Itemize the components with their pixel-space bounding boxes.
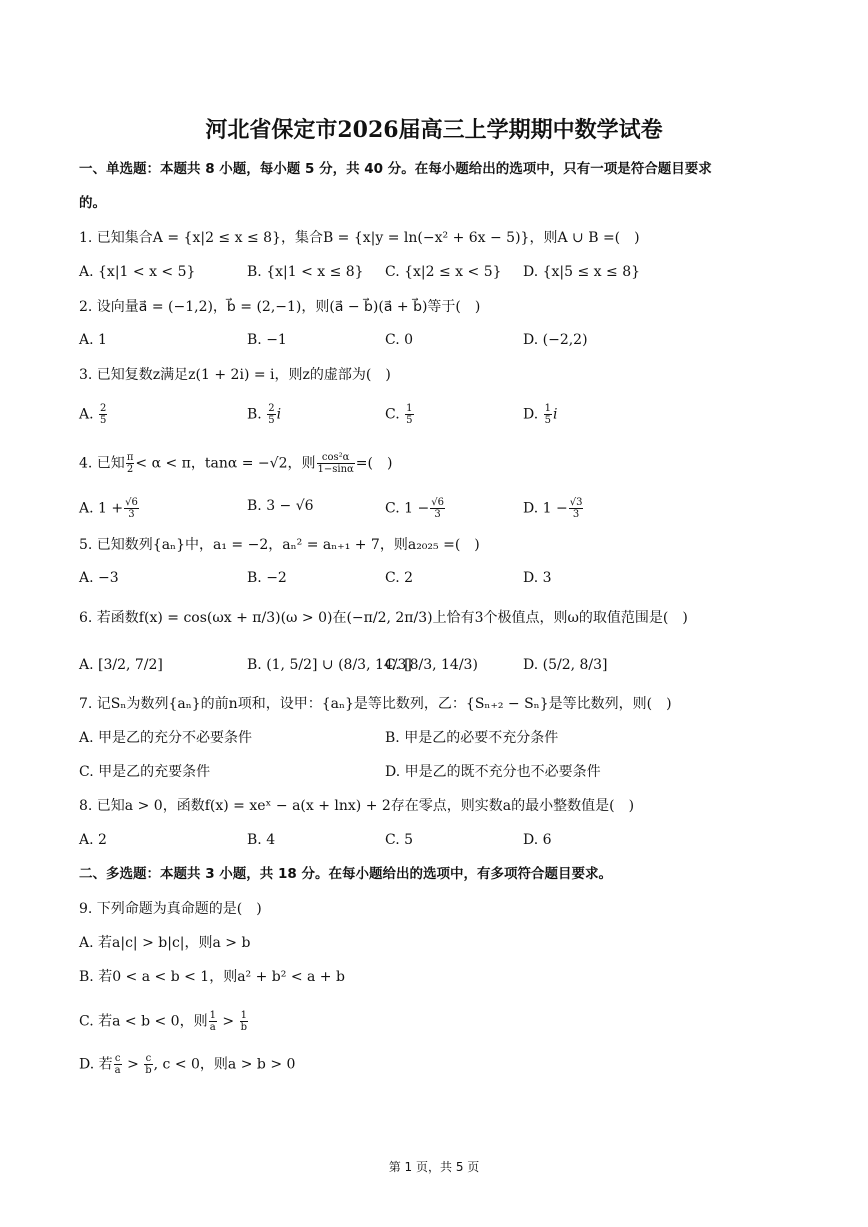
fraction: $\frac{1}{b}$: [240, 1010, 248, 1033]
q2-option-d: D. (−2,2): [523, 332, 588, 348]
fraction: $\frac{\pi}{2}$: [126, 452, 134, 475]
q7-option-a: A. 甲是乙的充分不必要条件: [79, 730, 253, 746]
q7-option-b: B. 甲是乙的必要不充分条件: [385, 730, 559, 746]
q1-option-d: D. {x|5 ≤ x ≤ 8}: [523, 264, 641, 280]
q6-option-a: A. [3/2, 7/2]: [79, 657, 163, 673]
q3-option-a: A. $\frac{2}{5}$: [79, 403, 107, 426]
fraction: $\frac{1}{5}$: [544, 403, 552, 426]
fraction: $\frac{c}{a}$: [114, 1053, 121, 1076]
q8-option-b: B. 4: [247, 832, 276, 848]
q9-option-b: B. 若0 < a < b < 1，则a² + b² < a + b: [79, 969, 345, 985]
q3-option-b: B. $\frac{2}{5}$ i: [247, 403, 282, 426]
q4-option-a: A. 1 + $\frac{√6}{3}$: [79, 497, 138, 520]
q4-stem: 4. 已知 $\frac{\pi}{2}$ < α < π，tanα = −√2，则 $\frac{\text{cos²α}}{1-\sin\alpha}$ =( ): [79, 452, 393, 475]
section2-header: 二、多选题：本题共 3 小题，共 18 分。在每小题给出的选项中，有多项符合题目要求。: [79, 866, 612, 882]
q6-option-b: B. (1, 5/2] ∪ (8/3, 14/3]: [247, 657, 412, 673]
fraction: $\frac{1}{5}$: [406, 403, 413, 426]
q7-option-d: D. 甲是乙的既不充分也不必要条件: [385, 764, 601, 780]
q5-option-c: C. 2: [385, 570, 414, 586]
fraction: $\frac{√6}{3}$: [431, 497, 444, 520]
q8-option-c: C. 5: [385, 832, 414, 848]
fraction: $\frac{\text{cos²α}}{1-\sin\alpha}$: [317, 452, 354, 475]
q5-stem: 5. 已知数列{aₙ}中，a₁ = −2，aₙ² = aₙ₊₁ + 7，则a₂₀₂₅ =( ): [79, 537, 480, 553]
q9-option-d: D. 若 $\frac{c}{a}$ > $\frac{c}{b}$ , c < 0，则a > b > 0: [79, 1053, 296, 1076]
q6-option-c: C. [8/3, 14/3): [385, 657, 478, 673]
section1-header: 一、单选题：本题共 8 小题，每小题 5 分，共 40 分。在每小题给出的选项中，只有一项是符合题目要求: [79, 161, 712, 177]
q7-stem: 7. 记Sₙ为数列{aₙ}的前n项和，设甲：{aₙ}是等比数列，乙：{Sₙ₊₂ − Sₙ}是等比数列，则( ): [79, 696, 672, 712]
q6-option-d: D. (5/2, 8/3]: [523, 657, 608, 673]
q9-option-a: A. 若a|c| > b|c|，则a > b: [79, 935, 251, 951]
q8-option-a: A. 2: [79, 832, 107, 848]
q3-option-c: C. $\frac{1}{5}$: [385, 403, 413, 426]
fraction: $\frac{√6}{3}$: [125, 497, 138, 520]
q4-option-d: D. 1 − $\frac{√3}{3}$: [523, 497, 583, 520]
q8-option-d: D. 6: [523, 832, 552, 848]
fraction: $\frac{1}{a}$: [209, 1010, 216, 1033]
q1-option-b: B. {x|1 < x ≤ 8}: [247, 264, 364, 280]
q6-stem: 6. 若函数f(x) = cos(ωx + π/3)(ω > 0)在(−π/2, 2π/3)上恰有3个极值点，则ω的取值范围是( ): [79, 610, 688, 626]
fraction: $\frac{√3}{3}$: [569, 497, 583, 520]
q3-stem: 3. 已知复数z满足z(1 + 2i) = i，则z的虚部为( ): [79, 367, 391, 383]
q1-option-a: A. {x|1 < x < 5}: [79, 264, 196, 280]
q1-stem: 1. 已知集合A = {x|2 ≤ x ≤ 8}，集合B = {x|y = ln(−x² + 6x − 5)}，则A ∪ B =( ): [79, 230, 640, 246]
q8-stem: 8. 已知a > 0，函数f(x) = xeˣ − a(x + lnx) + 2存在零点，则实数a的最小整数值是( ): [79, 798, 635, 814]
q5-option-b: B. −2: [247, 570, 287, 586]
q5-option-a: A. −3: [79, 570, 119, 586]
q2-option-c: C. 0: [385, 332, 414, 348]
q9-stem: 9. 下列命题为真命题的是( ): [79, 901, 262, 917]
q3-option-d: D. $\frac{1}{5}$ i: [523, 403, 558, 426]
q4-option-b: B. 3 − √6: [247, 498, 314, 514]
q2-option-b: B. −1: [247, 332, 287, 348]
page-title: 河北省保定市2026届高三上学期期中数学试卷: [205, 117, 663, 143]
q4-option-c: C. 1 − $\frac{√6}{3}$: [385, 497, 444, 520]
q1-option-c: C. {x|2 ≤ x < 5}: [385, 264, 502, 280]
section1-header-cont: 的。: [79, 195, 106, 211]
q2-stem: 2. 设向量a⃗ = (−1,2)，b⃗ = (2,−1)，则(a⃗ − b⃗)(a⃗ + b⃗)等于( ): [79, 299, 481, 315]
fraction: $\frac{c}{b}$: [145, 1053, 152, 1076]
fraction: $\frac{2}{5}$: [100, 403, 107, 426]
q9-option-c: C. 若a < b < 0，则 $\frac{1}{a}$ > $\frac{1}{b}$: [79, 1010, 248, 1033]
q7-option-c: C. 甲是乙的充要条件: [79, 764, 211, 780]
fraction: $\frac{2}{5}$: [268, 403, 275, 426]
q2-option-a: A. 1: [79, 332, 107, 348]
page-footer: 第 1 页，共 5 页: [388, 1160, 480, 1174]
q5-option-d: D. 3: [523, 570, 552, 586]
